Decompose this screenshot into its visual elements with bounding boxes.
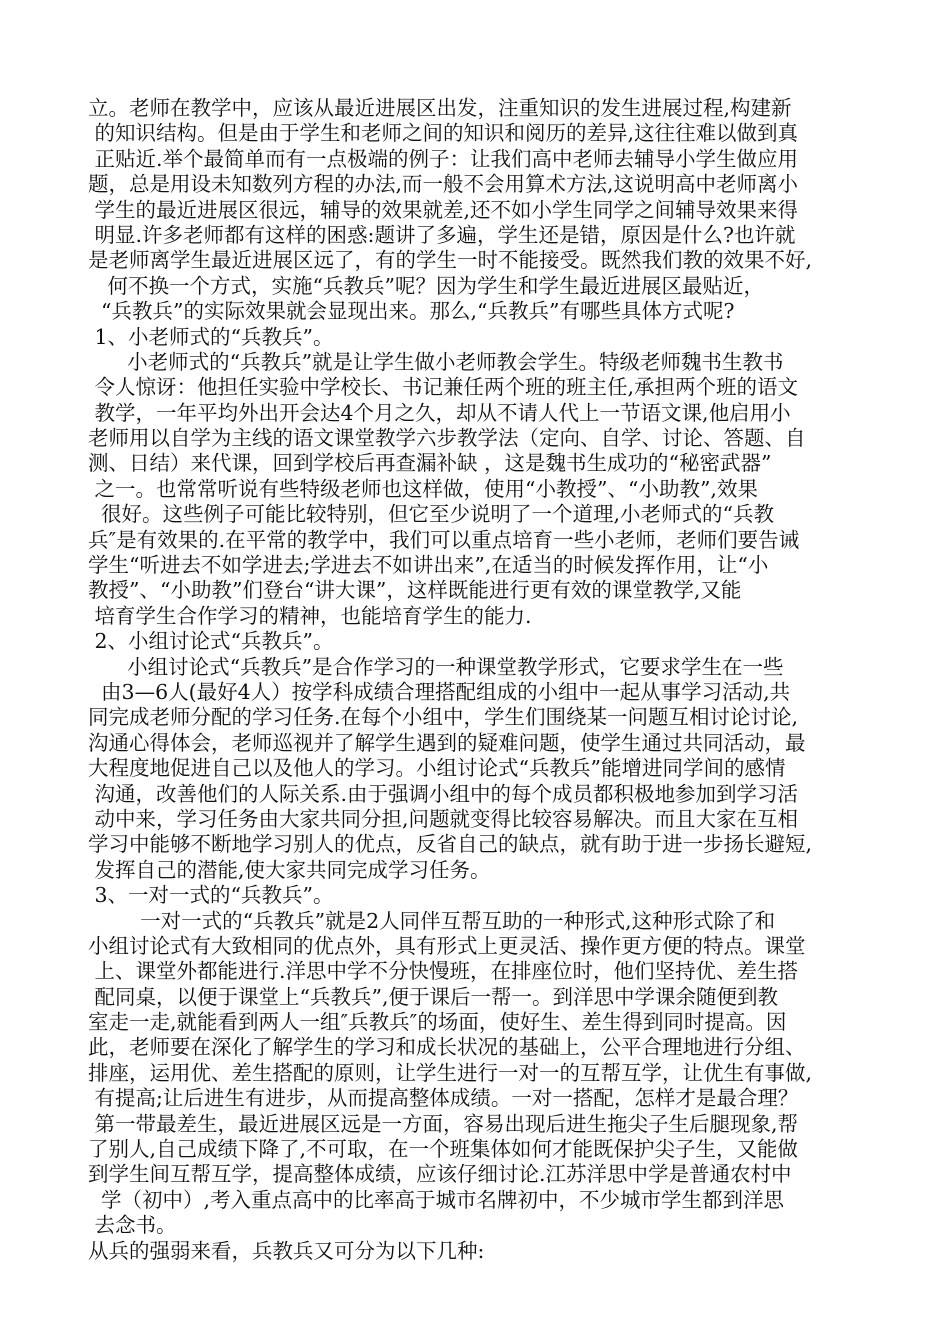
- text-line: “兵教兵”的实际效果就会显现出来。那么,“兵教兵”有哪些具体方式呢?: [88, 299, 735, 324]
- text-line: 去念书。: [88, 1213, 177, 1238]
- text-line: 小老师式的“兵教兵”就是让学生做小老师教会学生。特级老师魏书生教书: [88, 349, 784, 374]
- text-line: 很好。这些例子可能比较特别，但它至少说明了一个道理,小老师式的“兵教: [88, 502, 775, 527]
- text-line: 排座，运用优、差生搭配的原则，让学生进行一对一的互帮互学，让优生有事做,: [88, 1060, 813, 1085]
- text-line: 是老师离学生最近进展区远了，有的学生一时不能接受。既然我们教的效果不好,: [88, 248, 813, 273]
- text-line: 3、一对一式的“兵教兵”。: [88, 883, 334, 908]
- text-line: 动中来，学习任务由大家共同分担,问题就变得比较容易解决。而且大家在互相: [88, 806, 799, 831]
- text-line: 的知识结构。但是由于学生和老师之间的知识和阅历的差异,这往往难以做到真: [88, 121, 799, 146]
- text-line: 令人惊讶：他担任实验中学校长、书记兼任两个班的班主任,承担两个班的语文: [88, 375, 799, 400]
- text-line: 题，总是用设未知数列方程的办法,而一般不会用算术方法,这说明高中老师离小: [88, 172, 799, 197]
- text-line: 培育学生合作学习的精神，也能培育学生的能力.: [88, 603, 532, 628]
- text-line: 教授”、“小助教”们登台“讲大课”，这样既能进行更有效的课堂教学,又能: [88, 578, 742, 603]
- document-page: [88, 96, 880, 1264]
- text-line: 测、日结）来代课，回到学校后再查漏补缺 ，这是魏书生成功的“秘密武器”: [88, 451, 772, 476]
- text-line: 学生的最近进展区很远，辅导的效果就差,还不如小学生同学之间辅导效果来得: [88, 197, 799, 222]
- text-line: 学（初中）,考入重点高中的比率高于城市名牌初中，不少城市学生都到洋思: [88, 1187, 785, 1212]
- text-line: 配同桌，以便于课堂上“兵教兵”,便于课后一帮一。到洋思中学课余随便到教: [88, 984, 778, 1009]
- text-line: 室走一走,就能看到两人一组″兵教兵″的场面，使好生、差生得到同时提高。因: [88, 1010, 787, 1035]
- text-line: 教学，一年平均外出开会达4个月之久，却从不请人代上一节语文课,他启用小: [88, 400, 791, 425]
- text-line: 到学生间互帮互学，提高整体成绩，应该仔细讨论.江苏洋思中学是普通农村中: [88, 1162, 792, 1187]
- text-line: 老师用以自学为主线的语文课堂教学六步教学法（定向、自学、讨论、答题、自: [88, 426, 806, 451]
- text-line: 此，老师要在深化了解学生的学习和成长状况的基础上，公平合理地进行分组、: [88, 1035, 806, 1060]
- text-line: 上、课堂外都能进行.洋思中学不分快慢班，在排座位时，他们坚持优、差生搭: [88, 959, 799, 984]
- text-line: 立。老师在教学中，应该从最近进展区出发，注重知识的发生进展过程,构建新: [88, 96, 792, 120]
- text-line: 一对一式的“兵教兵”就是2人同伴互帮互助的一种形式,这种形式除了和: [88, 908, 776, 933]
- text-line: 兵″是有效果的.在平常的教学中，我们可以重点培育一些小老师，老师们要告诫: [88, 527, 800, 552]
- text-line: 明显.许多老师都有这样的困惑:题讲了多遍，学生还是错，原因是什么?也许就: [88, 222, 796, 247]
- text-line: 发挥自己的潜能,使大家共同完成学习任务。: [88, 857, 491, 882]
- text-line: 2、小组讨论式“兵教兵”。: [88, 629, 334, 654]
- text-line: 同完成老师分配的学习任务.在每个小组中，学生们围绕某一问题互相讨论讨论,: [88, 705, 799, 730]
- text-line: 学习中能够不断地学习别人的优点，反省自己的缺点，就有助于进一步扬长避短,: [88, 832, 813, 857]
- text-line: 第一带最差生，最近进展区远是一方面，容易出现后进生拖尖子生后腿现象,帮: [88, 1111, 799, 1136]
- text-line: 正贴近.举个最简单而有一点极端的例子：让我们高中老师去辅导小学生做应用: [88, 146, 799, 171]
- text-line: 沟通，改善他们的人际关系.由于强调小组中的每个成员都积极地参加到学习活: [88, 781, 799, 806]
- text-line: 沟通心得体会，老师巡视并了解学生遇到的疑难问题，使学生通过共同活动，最: [88, 730, 806, 755]
- text-line: 小组讨论式“兵教兵”是合作学习的一种课堂教学形式，它要求学生在一些: [88, 654, 784, 679]
- text-line: 大程度地促进自己以及他人的学习。小组讨论式“兵教兵”能增进同学间的感情: [88, 756, 786, 781]
- text-line: 有提高;让后进生有进步，从而提高整体成绩。一对一搭配，怎样才是最合理？: [88, 1086, 799, 1111]
- text-line: 从兵的强弱来看，兵教兵又可分为以下几种:: [88, 1238, 485, 1263]
- text-line: 了别人,自己成绩下降了,不可取，在一个班集体如何才能既保护尖子生，又能做: [88, 1137, 799, 1162]
- text-line: 之一。也常常听说有些特级老师也这样做，使用“小教授”、“小助教”,效果: [88, 476, 758, 501]
- text-line: 学生“听进去不如学进去;学进去不如讲出来”,在适当的时候发挥作用，让“小: [88, 553, 769, 578]
- text-line: 小组讨论式有大致相同的优点外，具有形式上更灵活、操作更方便的特点。课堂: [88, 933, 806, 958]
- text-line: 何不换一个方式，实施“兵教兵”呢？因为学生和学生最近进展区最贴近，: [88, 273, 765, 298]
- text-line: 1、小老师式的“兵教兵”。: [88, 324, 334, 349]
- text-line: 由3—6人(最好4人）按学科成绩合理搭配组成的小组中一起从事学习活动,共: [88, 679, 791, 704]
